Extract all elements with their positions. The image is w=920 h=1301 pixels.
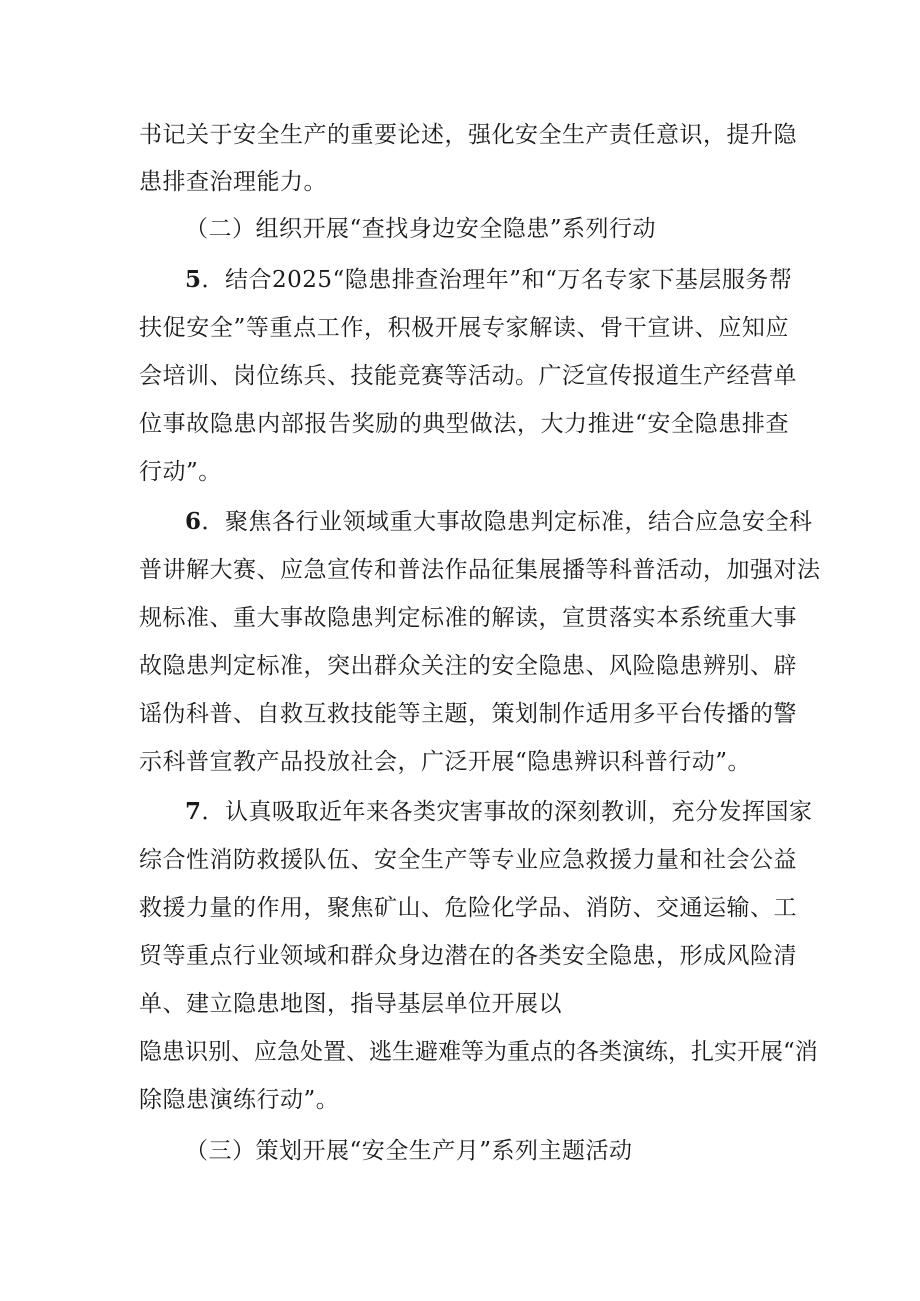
continuation-line-1: 书记关于安全生产的重要论述，强化安全生产责任意识，提升隐	[139, 122, 797, 148]
item7-line-7: 除隐患演练行动”。	[139, 1087, 340, 1113]
continuation-line-2: 患排查治理能力。	[139, 169, 327, 195]
section-two-heading: （二）组织开展“查找身边安全隐患”系列行动	[185, 216, 657, 242]
item5-line-3: 会培训、岗位练兵、技能竞赛等活动。广泛宣传报道生产经营单	[139, 363, 797, 389]
item7-number: 7	[185, 798, 202, 825]
item5-line-4: 位事故隐患内部报告奖励的典型做法，大力推进“安全隐患排查	[139, 411, 789, 437]
item5-number: 5	[185, 266, 202, 293]
item6-line-5: 谣伪科普、自救互救技能等主题，策划制作适用多平台传播的警	[139, 701, 797, 727]
item7-text-1: ．认真吸取近年来各类灾害事故的深刻教训，充分发挥国家	[201, 799, 813, 825]
item6-line-1	[185, 507, 813, 537]
item5-line-2: 扶促安全”等重点工作，积极开展专家解读、骨干宣讲、应知应	[139, 315, 789, 341]
item7-line-1	[185, 797, 813, 827]
item5-line-1	[185, 265, 793, 295]
item6-text-1: ．聚焦各行业领域重大事故隐患判定标准，结合应急安全科	[201, 509, 813, 535]
item6-line-4: 故隐患判定标准，突出群众关注的安全隐患、风险隐患辨别、辟	[139, 653, 797, 679]
item6-number: 6	[185, 508, 202, 535]
section-three-heading: （三）策划开展“安全生产月”系列主题活动	[185, 1138, 633, 1164]
item6-line-6: 示科普宣教产品投放社会，广泛开展“隐患辨识科普行动”。	[139, 749, 752, 775]
item6-line-2: 普讲解大赛、应急宣传和普法作品征集展播等科普活动，加强对法	[139, 557, 821, 583]
item7-line-2: 综合性消防救援队伍、安全生产等专业应急救援力量和社会公益	[139, 847, 797, 873]
item5-text-1: ．结合2025“隐患排查治理年”和“万名专家下基层服务帮	[201, 267, 793, 293]
item7-line-6: 隐患识别、应急处置、逃生避难等为重点的各类演练，扎实开展“消	[139, 1039, 818, 1065]
item6-line-3: 规标准、重大事故隐患判定标准的解读，宣贯落实本系统重大事	[139, 605, 797, 631]
item7-line-3: 救援力量的作用，聚焦矿山、危险化学品、消防、交通运输、工	[139, 895, 797, 921]
item7-line-4: 贸等重点行业领域和群众身边潜在的各类安全隐患，形成风险清	[139, 943, 797, 969]
item5-line-5: 行动”。	[139, 459, 222, 485]
item7-line-5: 单、建立隐患地图，指导基层单位开展以	[139, 991, 562, 1017]
